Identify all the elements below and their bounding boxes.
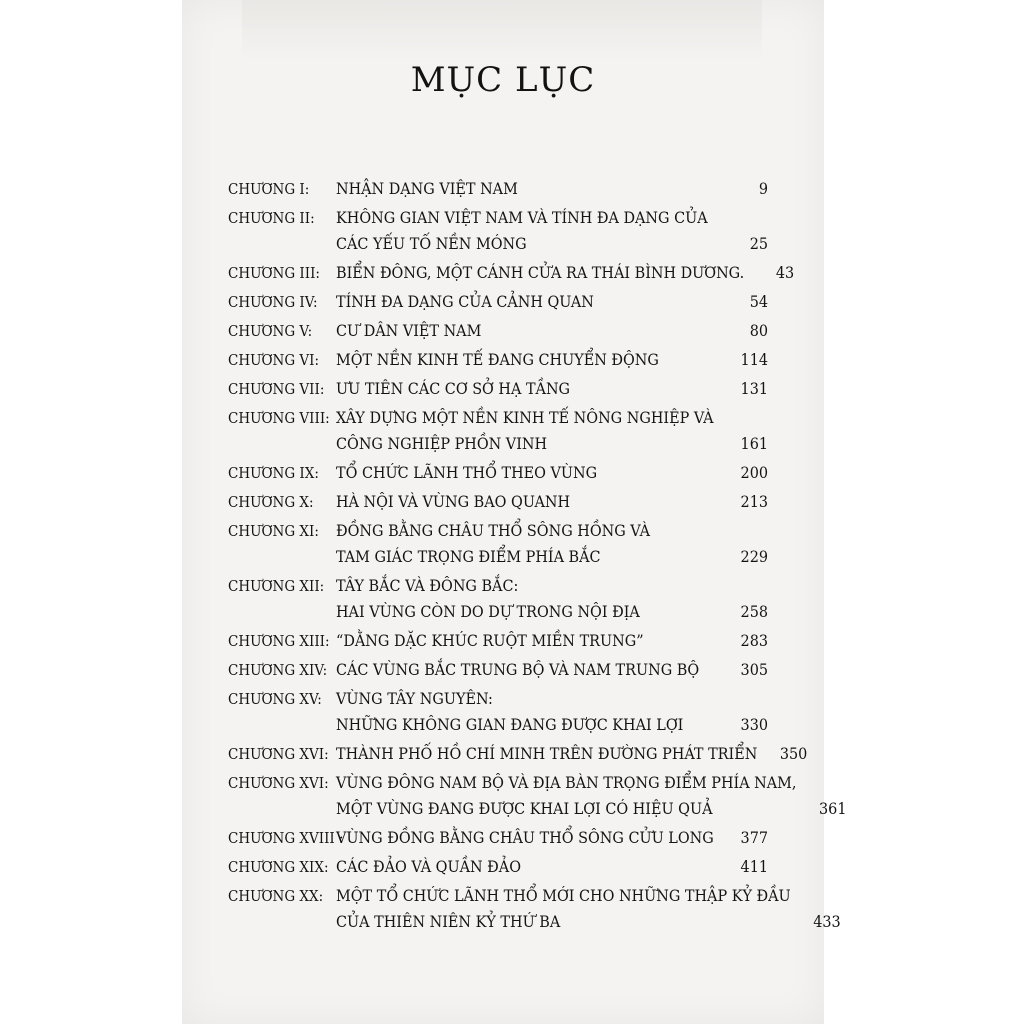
book-page (182, 0, 847, 1024)
toc-entry (228, 376, 768, 402)
page-number: 161 (740, 434, 768, 453)
page-number: 131 (740, 379, 768, 398)
chapter-title-line: CÁC VÙNG BẮC TRUNG BỘ VÀ NAM TRUNG BỘ (336, 660, 700, 679)
page-number: 361 (819, 799, 847, 818)
chapter-number: CHƯƠNG III: (228, 264, 320, 282)
chapter-title-line: VÙNG ĐỒNG BẰNG CHÂU THỔ SÔNG CỬU LONG (336, 828, 714, 847)
chapter-title (336, 289, 718, 315)
chapter-title (336, 405, 718, 457)
toc-entry (228, 460, 768, 486)
toc-entry (228, 854, 768, 880)
page-number: 377 (740, 828, 768, 847)
page-number: 411 (740, 857, 768, 876)
chapter-number: CHƯƠNG XV: (228, 690, 322, 708)
chapter-title-line: VÙNG ĐÔNG NAM BỘ VÀ ĐỊA BÀN TRỌNG ĐIỂM PHÍA NAM, (336, 773, 797, 792)
chapter-title (336, 260, 744, 286)
chapter-title-line: VÙNG TÂY NGUYÊN: (336, 689, 493, 708)
chapter-title (336, 686, 718, 738)
chapter-number: CHƯƠNG XVI: (228, 745, 329, 763)
chapter-title (336, 770, 796, 822)
chapter-title-line: CÁC ĐẢO VÀ QUẦN ĐẢO (336, 857, 521, 876)
toc-entry (228, 260, 795, 286)
chapter-title-line: BIỂN ĐÔNG, MỘT CÁNH CỬA RA THÁI BÌNH DƯƠNG. (336, 263, 745, 282)
chapter-number: CHƯƠNG I: (228, 180, 310, 198)
page-number: 283 (740, 631, 768, 650)
page-number: 114 (740, 350, 768, 369)
chapter-title (336, 573, 718, 625)
chapter-title-line: CÔNG NGHIỆP PHỒN VINH (336, 434, 548, 453)
page-number: 330 (740, 715, 768, 734)
chapter-title (336, 854, 718, 880)
toc-entry (228, 657, 768, 683)
page-number: 305 (740, 660, 768, 679)
toc-entry (228, 405, 768, 457)
chapter-number: CHƯƠNG XIII: (228, 632, 330, 650)
chapter-title (336, 318, 718, 344)
page-number: 80 (749, 321, 768, 340)
page-number: 213 (740, 492, 768, 511)
page-number: 25 (749, 234, 768, 253)
page-number: 43 (775, 263, 795, 282)
toc-entry (228, 741, 808, 767)
chapter-number: CHƯƠNG XIX: (228, 858, 329, 876)
chapter-title (336, 628, 718, 654)
chapter-number: CHƯƠNG XIV: (228, 661, 328, 679)
page-number: 54 (749, 292, 768, 311)
chapter-title-line: MỘT TỔ CHỨC LÃNH THỔ MỚI CHO NHỮNG THẬP KỶ ĐẦU (336, 886, 791, 905)
toc-entry (228, 825, 768, 851)
chapter-number: CHƯƠNG IV: (228, 293, 318, 311)
chapter-title (336, 460, 718, 486)
chapter-title-line: NHẬN DẠNG VIỆT NAM (336, 179, 518, 198)
chapter-title-line: “DẰNG DẶC KHÚC RUỘT MIỀN TRUNG” (336, 631, 644, 650)
chapter-title-line: ĐỒNG BẰNG CHÂU THỔ SÔNG HỒNG VÀ (336, 521, 650, 540)
page-number: 350 (779, 744, 808, 763)
page-number: 9 (758, 179, 768, 198)
toc-entry (228, 176, 768, 202)
toc-entry (228, 489, 768, 515)
chapter-title-line: ƯU TIÊN CÁC CƠ SỞ HẠ TẦNG (336, 379, 571, 398)
chapter-number: CHƯƠNG XI: (228, 522, 319, 540)
chapter-title-line: CÁC YẾU TỐ NỀN MÓNG (336, 234, 527, 253)
chapter-title-line: CƯ DÂN VIỆT NAM (336, 321, 482, 340)
toc-entry (228, 318, 768, 344)
page-number: 433 (813, 912, 841, 931)
chapter-title (336, 205, 718, 257)
chapter-title (336, 825, 718, 851)
toc-entry (228, 518, 768, 570)
page-title: MỤC LỤC (410, 60, 596, 100)
chapter-title (336, 489, 718, 515)
toc-entry (228, 573, 768, 625)
toc-entry (228, 628, 768, 654)
chapter-number: CHƯƠNG II: (228, 209, 315, 227)
toc-entry (228, 770, 847, 822)
chapter-title-line: THÀNH PHỐ HỒ CHÍ MINH TRÊN ĐƯỜNG PHÁT TRIỂN (336, 744, 758, 763)
chapter-title-line: TỔ CHỨC LÃNH THỔ THEO VÙNG (336, 463, 598, 482)
toc-entry (228, 205, 768, 257)
chapter-number: CHƯƠNG XII: (228, 577, 325, 595)
chapter-title-line: HÀ NỘI VÀ VÙNG BAO QUANH (336, 492, 570, 511)
toc-entry (228, 347, 768, 373)
chapter-title-line: MỘT NỀN KINH TẾ ĐANG CHUYỂN ĐỘNG (336, 350, 659, 369)
chapter-number: CHƯƠNG XVIII : (228, 829, 344, 847)
chapter-title-line: TAM GIÁC TRỌNG ĐIỂM PHÍA BẮC (336, 547, 601, 566)
chapter-title (336, 176, 718, 202)
chapter-title (336, 376, 718, 402)
chapter-number: CHƯƠNG VI: (228, 351, 320, 369)
page-number: 200 (740, 463, 768, 482)
chapter-number: CHƯƠNG XX: (228, 887, 324, 905)
chapter-title-line: KHÔNG GIAN VIỆT NAM VÀ TÍNH ĐA DẠNG CỦA (336, 208, 708, 227)
toc-entry (228, 883, 841, 935)
chapter-title-line: TÂY BẮC VÀ ĐÔNG BẮC: (336, 576, 519, 595)
toc-entry (228, 289, 768, 315)
chapter-number: CHƯƠNG V: (228, 322, 313, 340)
chapter-number: CHƯƠNG X: (228, 493, 314, 511)
chapter-title (336, 657, 718, 683)
chapter-title-line: NHỮNG KHÔNG GIAN ĐANG ĐƯỢC KHAI LỢI (336, 715, 684, 734)
chapter-title (336, 883, 791, 935)
chapter-number: CHƯƠNG VII: (228, 380, 325, 398)
toc-entry (228, 686, 768, 738)
chapter-title (336, 347, 718, 373)
chapter-title-line: CỦA THIÊN NIÊN KỶ THỨ BA (336, 912, 561, 931)
chapter-number: CHƯƠNG XVI: (228, 774, 329, 792)
chapter-title (336, 518, 718, 570)
chapter-title (336, 741, 757, 767)
chapter-title-line: XÂY DỰNG MỘT NỀN KINH TẾ NÔNG NGHIỆP VÀ (336, 408, 714, 427)
page-number: 258 (740, 602, 768, 621)
page-number: 229 (740, 547, 768, 566)
chapter-title-line: MỘT VÙNG ĐANG ĐƯỢC KHAI LỢI CÓ HIỆU QUẢ (336, 799, 713, 818)
chapter-title-line: TÍNH ĐA DẠNG CỦA CẢNH QUAN (336, 292, 594, 311)
table-of-contents (228, 176, 847, 938)
chapter-number: CHƯƠNG IX: (228, 464, 319, 482)
chapter-title-line: HAI VÙNG CÒN DO DỰ TRONG NỘI ĐỊA (336, 602, 640, 621)
chapter-number: CHƯƠNG VIII: (228, 409, 330, 427)
